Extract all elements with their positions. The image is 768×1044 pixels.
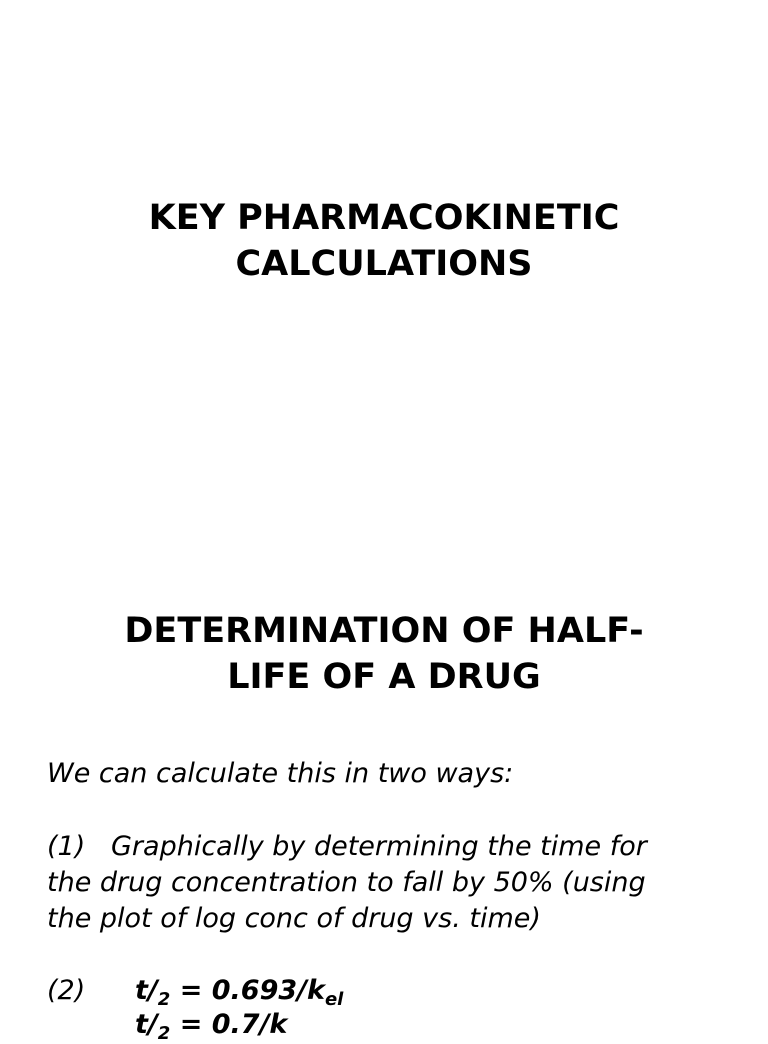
title-line: LIFE OF A DRUG <box>227 657 541 697</box>
method-1-line: the drug concentration to fall by 50% (using <box>47 867 646 898</box>
method-1-number: (1) <box>47 831 86 862</box>
method-1-line: the plot of log conc of drug vs. time) <box>47 903 541 934</box>
title-line: DETERMINATION OF HALF- <box>124 611 644 651</box>
title-line: KEY PHARMACOKINETIC <box>148 198 620 238</box>
slide-title-key-pharmacokinetic <box>0 195 768 287</box>
title-line: CALCULATIONS <box>235 244 533 284</box>
half-life-formula-alt: $t/_2 = 0.7/k$ <box>135 1009 288 1044</box>
method-2-number: (2) <box>47 975 86 1006</box>
slide-title-half-life <box>0 608 768 700</box>
method-1-line: Graphically by determining the time for <box>111 831 647 862</box>
intro-text: We can calculate this in two ways: <box>47 758 514 789</box>
method-2-paragraph <box>47 973 747 1009</box>
half-life-formula: $t/_2 = 0.693/k_{el}$ <box>135 975 344 1010</box>
method-1-paragraph <box>47 829 747 937</box>
